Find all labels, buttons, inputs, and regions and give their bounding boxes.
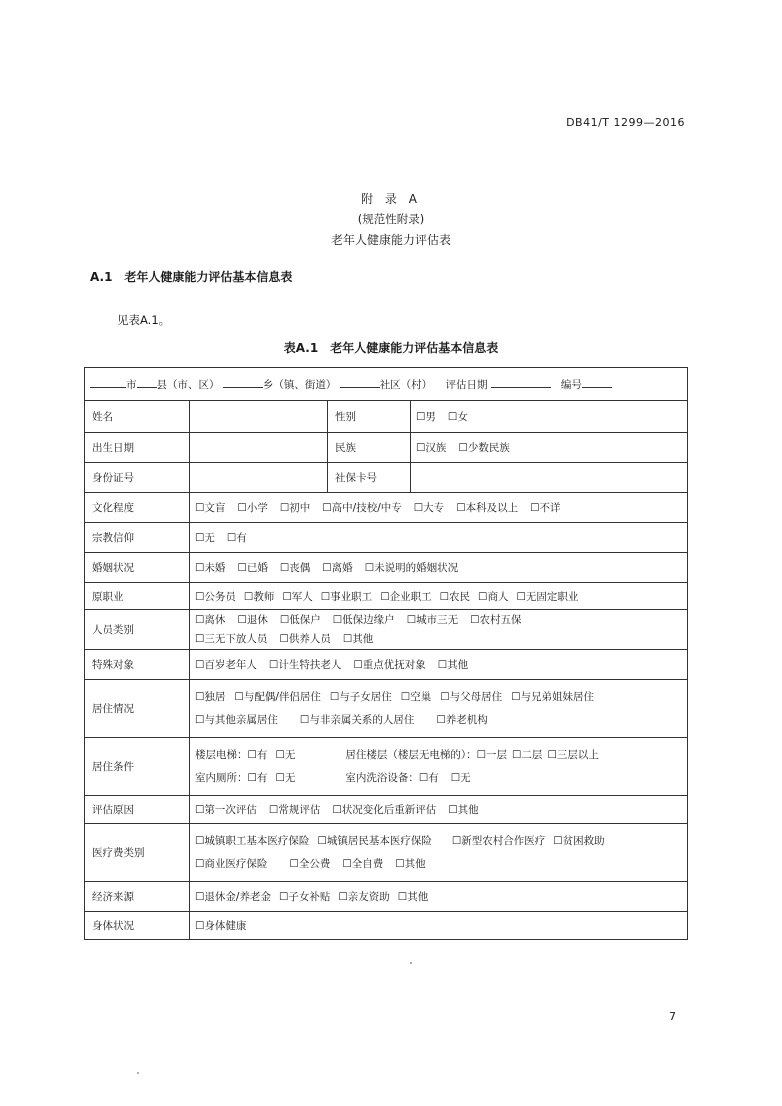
number-label: 编号 bbox=[560, 378, 582, 391]
special-option[interactable]: ☐其他 bbox=[437, 659, 469, 671]
medical-option[interactable]: ☐贫困救助 bbox=[553, 834, 605, 847]
scan-speck bbox=[137, 1072, 139, 1074]
category-option[interactable]: ☐退休 bbox=[237, 613, 268, 626]
eval-reason-option[interactable]: ☐常规评估 bbox=[268, 804, 321, 816]
special-option[interactable]: ☐计生特扶老人 bbox=[268, 659, 342, 671]
form-header-row bbox=[85, 368, 688, 401]
row-medical bbox=[85, 824, 688, 882]
marital-option[interactable]: ☐离婚 bbox=[322, 562, 353, 574]
gender-label: 性别 bbox=[328, 401, 411, 433]
income-option[interactable]: ☐子女补贴 bbox=[278, 891, 331, 903]
bath-option[interactable]: ☐无 bbox=[450, 771, 471, 784]
medical-label: 医疗费类别 bbox=[85, 824, 190, 882]
row-eval-reason bbox=[85, 796, 688, 824]
health-options bbox=[190, 912, 688, 940]
section-heading: A.1 老年人健康能力评估基本信息表 bbox=[90, 270, 293, 284]
special-label: 特殊对象 bbox=[85, 650, 190, 680]
category-label: 人员类别 bbox=[85, 610, 190, 650]
eval-date-blank[interactable] bbox=[491, 377, 551, 388]
community-blank[interactable] bbox=[340, 377, 380, 388]
residence-label: 居住情况 bbox=[85, 680, 190, 738]
category-option[interactable]: ☐离休 bbox=[195, 613, 226, 626]
marital-option[interactable]: ☐已婚 bbox=[237, 562, 268, 574]
medical-line-2 bbox=[195, 853, 682, 876]
medical-option[interactable]: ☐全自费 bbox=[342, 857, 384, 870]
id-label: 身份证号 bbox=[85, 463, 190, 493]
annex-title: 附 录 A bbox=[361, 192, 421, 206]
number-blank[interactable] bbox=[582, 377, 612, 388]
residence-option[interactable]: ☐与兄弟姐妹居住 bbox=[511, 690, 595, 703]
category-option[interactable]: ☐低保户 bbox=[279, 613, 321, 626]
county-blank[interactable] bbox=[137, 377, 157, 388]
occupation-option[interactable]: ☐企业职工 bbox=[380, 590, 432, 603]
residence-line-2 bbox=[195, 709, 682, 732]
social-card-field[interactable] bbox=[411, 463, 688, 493]
eval-date-label: 评估日期 bbox=[445, 378, 488, 391]
annex-name: 老年人健康能力评估表 bbox=[330, 233, 451, 247]
ethnicity-options bbox=[411, 433, 688, 463]
category-line-1 bbox=[195, 611, 682, 630]
medical-option[interactable]: ☐城镇居民基本医疗保险 bbox=[317, 834, 432, 847]
marital-option[interactable]: ☐未说明的婚姻状况 bbox=[364, 562, 459, 574]
gender-female-checkbox[interactable]: ☐女 bbox=[447, 411, 468, 423]
occupation-option[interactable]: ☐农民 bbox=[439, 590, 471, 603]
row-special bbox=[85, 650, 688, 680]
eval-reason-option[interactable]: ☐第一次评估 bbox=[195, 804, 257, 816]
education-option[interactable]: ☐本科及以上 bbox=[456, 502, 519, 514]
residence-option[interactable]: ☐与其他亲属居住 bbox=[195, 713, 278, 726]
occupation-option[interactable]: ☐无固定职业 bbox=[516, 590, 579, 603]
religion-options bbox=[190, 523, 688, 553]
toilet-option[interactable]: ☐有 bbox=[247, 771, 268, 784]
education-option[interactable]: ☐高中/技校/中专 bbox=[322, 502, 402, 514]
town-blank[interactable] bbox=[223, 377, 263, 388]
section-reference: 见表A.1。 bbox=[117, 313, 171, 327]
elevator-option[interactable]: ☐无 bbox=[275, 748, 296, 761]
occupation-option[interactable]: ☐教师 bbox=[243, 590, 275, 603]
eval-reason-option[interactable]: ☐其他 bbox=[448, 804, 479, 816]
document-code: DB41/T 1299—2016 bbox=[566, 116, 685, 129]
eval-reason-options bbox=[190, 796, 688, 824]
floor-option[interactable]: ☐三层以上 bbox=[547, 748, 599, 761]
occupation-option[interactable]: ☐军人 bbox=[282, 590, 313, 603]
category-options bbox=[190, 610, 688, 650]
medical-line-1 bbox=[195, 830, 682, 853]
medical-option[interactable]: ☐全公费 bbox=[289, 857, 331, 870]
education-option[interactable]: ☐小学 bbox=[237, 502, 268, 514]
category-option[interactable]: ☐其他 bbox=[342, 632, 374, 645]
marital-label: 婚姻状况 bbox=[85, 553, 190, 583]
occupation-option[interactable]: ☐商人 bbox=[478, 590, 509, 603]
special-option[interactable]: ☐重点优抚对象 bbox=[353, 659, 426, 671]
birth-label: 出生日期 bbox=[85, 433, 190, 463]
eval-reason-label: 评估原因 bbox=[85, 796, 190, 824]
special-options bbox=[190, 650, 688, 680]
row-marital bbox=[85, 553, 688, 583]
income-option[interactable]: ☐亲友资助 bbox=[338, 891, 390, 903]
gender-options bbox=[411, 401, 688, 433]
income-label: 经济来源 bbox=[85, 882, 190, 912]
floor-label: 居住楼层（楼层无电梯的）： bbox=[345, 748, 477, 761]
eval-reason-option[interactable]: ☐状况变化后重新评估 bbox=[332, 804, 437, 816]
location-header-cell bbox=[85, 368, 688, 401]
residence-option[interactable]: ☐养老机构 bbox=[436, 713, 488, 726]
bath-option[interactable]: ☐有 bbox=[418, 771, 439, 784]
row-category bbox=[85, 610, 688, 650]
residence-option[interactable]: ☐独居 bbox=[195, 690, 226, 703]
education-option[interactable]: ☐大专 bbox=[413, 502, 445, 514]
living-conditions-options bbox=[190, 738, 688, 796]
assessment-form-table bbox=[84, 367, 688, 940]
bath-label: 室内洗浴设备： bbox=[345, 771, 419, 784]
row-income bbox=[85, 882, 688, 912]
table-caption: 表A.1 老年人健康能力评估基本信息表 bbox=[283, 341, 499, 355]
living-line-1 bbox=[195, 744, 682, 767]
education-option[interactable]: ☐不详 bbox=[530, 502, 561, 514]
residence-option[interactable]: ☐与父母居住 bbox=[440, 690, 503, 703]
row-residence bbox=[85, 680, 688, 738]
row-religion bbox=[85, 523, 688, 553]
living-conditions-label: 居住条件 bbox=[85, 738, 190, 796]
special-option[interactable]: ☐百岁老年人 bbox=[195, 659, 257, 671]
birth-field[interactable] bbox=[190, 433, 328, 463]
name-field[interactable] bbox=[190, 401, 328, 433]
city-blank[interactable] bbox=[90, 377, 126, 388]
marital-option[interactable]: ☐未婚 bbox=[195, 562, 226, 574]
religion-option[interactable]: ☐有 bbox=[226, 532, 247, 544]
health-label: 身体状况 bbox=[85, 912, 190, 940]
occupation-option[interactable]: ☐公务员 bbox=[195, 590, 236, 603]
gender-male-checkbox[interactable]: ☐男 bbox=[416, 411, 436, 423]
education-option[interactable]: ☐文盲 bbox=[195, 502, 226, 514]
medical-option[interactable]: ☐其他 bbox=[395, 857, 426, 870]
floor-option[interactable]: ☐一层 bbox=[476, 748, 508, 761]
floor-option[interactable]: ☐二层 bbox=[512, 748, 543, 761]
social-card-label: 社保卡号 bbox=[328, 463, 411, 493]
category-option[interactable]: ☐供养人员 bbox=[279, 632, 331, 645]
row-name-gender bbox=[85, 401, 688, 433]
medical-option[interactable]: ☐城镇职工基本医疗保险 bbox=[195, 834, 310, 847]
row-birth-ethnicity bbox=[85, 433, 688, 463]
marital-options bbox=[190, 553, 688, 583]
ethnicity-label: 民族 bbox=[328, 433, 411, 463]
religion-option[interactable]: ☐无 bbox=[195, 532, 215, 544]
elevator-label: 楼层电梯： bbox=[195, 748, 248, 761]
residence-option[interactable]: ☐空巢 bbox=[400, 690, 432, 703]
residence-option[interactable]: ☐与子女居住 bbox=[329, 690, 392, 703]
category-line-2 bbox=[195, 630, 682, 649]
toilet-label: 室内厕所： bbox=[195, 771, 248, 784]
town-label: 乡（镇、街道） bbox=[262, 378, 337, 391]
income-option[interactable]: ☐退休金/养老金 bbox=[195, 891, 271, 903]
id-field[interactable] bbox=[190, 463, 328, 493]
marital-option[interactable]: ☐丧偶 bbox=[279, 562, 311, 574]
category-option[interactable]: ☐城市三无 bbox=[406, 613, 459, 626]
occupation-label: 原职业 bbox=[85, 583, 190, 610]
category-option[interactable]: ☐农村五保 bbox=[470, 613, 522, 626]
education-option[interactable]: ☐初中 bbox=[279, 502, 311, 514]
city-label: 市 bbox=[126, 378, 137, 391]
residence-option[interactable]: ☐与非亲属关系的人居住 bbox=[299, 713, 415, 726]
row-education bbox=[85, 493, 688, 523]
income-option[interactable]: ☐其他 bbox=[397, 891, 429, 903]
name-label: 姓名 bbox=[85, 401, 190, 433]
scan-speck bbox=[410, 962, 412, 964]
education-label: 文化程度 bbox=[85, 493, 190, 523]
occupation-option[interactable]: ☐事业职工 bbox=[320, 590, 373, 603]
medical-options bbox=[190, 824, 688, 882]
community-label: 社区（村） bbox=[379, 378, 433, 391]
toilet-option[interactable]: ☐无 bbox=[275, 771, 296, 784]
page-number: 7 bbox=[669, 1010, 676, 1023]
ethnicity-han-checkbox[interactable]: ☐汉族 bbox=[416, 442, 447, 454]
row-id-social bbox=[85, 463, 688, 493]
living-line-2 bbox=[195, 767, 682, 790]
occupation-options bbox=[190, 583, 688, 610]
medical-option[interactable]: ☐商业医疗保险 bbox=[195, 857, 268, 870]
residence-line-1 bbox=[195, 686, 682, 709]
row-living-conditions bbox=[85, 738, 688, 796]
category-option[interactable]: ☐低保边缘户 bbox=[332, 613, 395, 626]
row-occupation bbox=[85, 583, 688, 610]
annex-kind: (规范性附录) bbox=[357, 212, 425, 226]
elevator-option[interactable]: ☐有 bbox=[247, 748, 268, 761]
income-options bbox=[190, 882, 688, 912]
row-health bbox=[85, 912, 688, 940]
medical-option[interactable]: ☐新型农村合作医疗 bbox=[451, 834, 546, 847]
ethnicity-minority-checkbox[interactable]: ☐少数民族 bbox=[458, 442, 510, 454]
residence-option[interactable]: ☐与配偶/伴侣居住 bbox=[234, 690, 321, 703]
health-option[interactable]: ☐身体健康 bbox=[195, 920, 247, 932]
religion-label: 宗教信仰 bbox=[85, 523, 190, 553]
category-option[interactable]: ☐三无下放人员 bbox=[195, 632, 268, 645]
county-label: 县（市、区） bbox=[156, 378, 220, 391]
residence-options bbox=[190, 680, 688, 738]
education-options bbox=[190, 493, 688, 523]
